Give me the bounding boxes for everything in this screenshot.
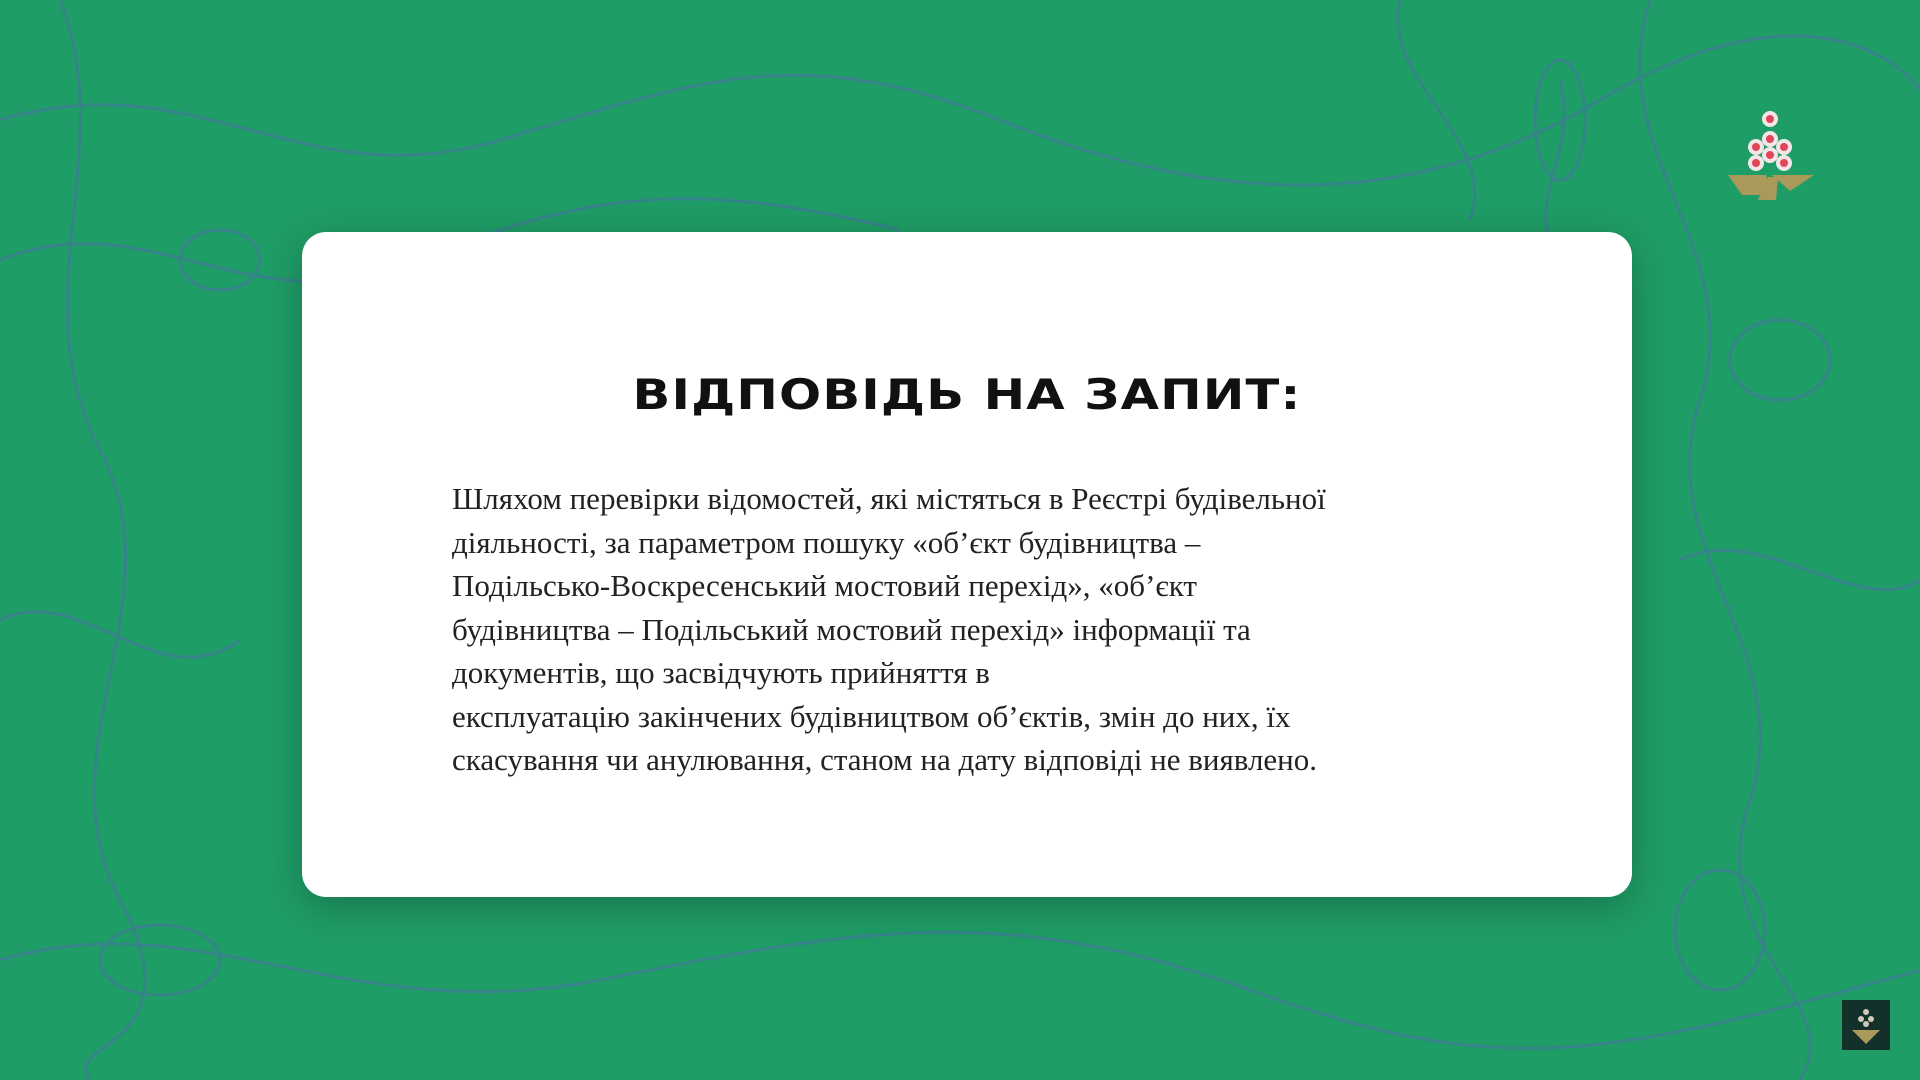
answer-text	[452, 477, 1512, 782]
text-line: діяльності, за параметром пошуку «об’єкт будівництва –	[452, 524, 1201, 560]
text-line: Подільсько-Воскресенський мостовий перехід», «об’єкт	[452, 568, 1197, 603]
answer-card	[302, 232, 1632, 897]
text-line: документів, що засвідчують прийняття в	[452, 655, 990, 690]
channel-watermark-icon[interactable]	[1842, 1000, 1890, 1050]
flower-logo-icon	[1728, 105, 1828, 200]
text-line: будівництва – Подільський мостовий перехід» інформації та	[452, 611, 1251, 647]
text-line: експлуатацію закінчених будівництвом об’єктів, змін до них, їх	[452, 698, 1291, 734]
card-title: ВІДПОВІДЬ НА ЗАПИТ:	[632, 370, 1302, 419]
text-line: скасування чи анулювання, станом на дату відповіді не виявлено.	[452, 742, 1318, 777]
text-line: Шляхом перевірки відомостей, які містяться в Реєстрі будівельної	[452, 481, 1326, 516]
